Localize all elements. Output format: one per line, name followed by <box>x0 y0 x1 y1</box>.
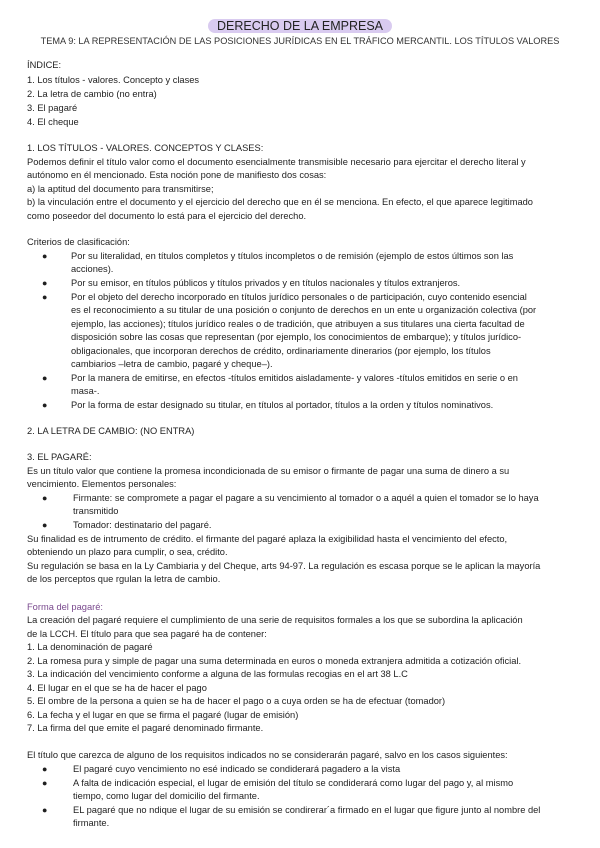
list-item-line: ejemplo, las acciones); títulos jurídico reales o de tradición, que atribuyen a sus titulares una cierta facultad de <box>71 319 525 329</box>
list-item-line: Por la manera de emitirse, en efectos -títulos emitidos aisladamente- y valores -títulos emitidos en serie o en <box>71 373 518 383</box>
list-item-line: Tomador: destinatario del pagaré. <box>73 520 212 530</box>
document-subtitle: TEMA 9: LA REPRESENTACIÓN DE LAS POSICIONES JURÍDICAS EN EL TRÁFICO MERCANTIL. LOS TÍTULOS VALORES <box>40 36 560 46</box>
paragraph-line: a) la aptitud del documento para transmitirse; <box>27 184 214 194</box>
requirement-item: 7. La firma del que emite el pagaré denominado firmante. <box>27 723 264 733</box>
list-item-line: EL pagaré que no ndique el lugar de su emisión se condirerar´a firmado en el lugar que figure junto al nombre del <box>73 805 541 815</box>
list-item-line: masa-. <box>71 386 100 396</box>
paragraph-line: Podemos definir el título valor como el documento esencialmente transmisible necesario para ejercitar el derecho literal y <box>27 157 526 167</box>
list-item-line: cambiarios –letra de cambio, pagaré y cheque–). <box>71 359 273 369</box>
list-item-line: Por la forma de estar designado su titular, en títulos al portador, títulos a la orden y títulos nominativos. <box>71 400 494 410</box>
list-item-line: transmitido <box>73 506 119 516</box>
requirement-item: 6. La fecha y el lugar en que se firma el pagaré (lugar de emisión) <box>27 710 299 720</box>
bullet-icon: ● <box>42 520 48 530</box>
paragraph-line: de la LCCH. El título para que sea pagaré ha de contener: <box>27 629 267 639</box>
paragraph-line: autónomo en él mencionado. Esta noción pone de manifiesto dos cosas: <box>27 170 327 180</box>
title-wrap <box>0 17 600 35</box>
bullet-icon: ● <box>42 778 48 788</box>
list-item-line: firmante. <box>73 818 110 828</box>
list-item-line: disposición sobre las cosas que representan (por ejemplo, los conocimientos de embarque); y títulos jurídico- <box>71 332 522 342</box>
index-item: 4. El cheque <box>27 117 79 127</box>
bullet-icon: ● <box>42 400 48 410</box>
requirement-item: 3. La indicación del vencimiento conforme a alguna de las formulas recogias en el art 38 L.C <box>27 669 408 679</box>
criteria-heading: Criterios de clasificación: <box>27 237 130 247</box>
list-item-line: El pagaré cuyo vencimiento no esé indicado se condiderará pagadero a la vista <box>73 764 401 774</box>
form-heading: Forma del pagaré: <box>27 602 103 612</box>
section3-heading: 3. EL PAGARÉ: <box>27 452 92 462</box>
index-item: 2. La letra de cambio (no entra) <box>27 89 157 99</box>
list-item-line: acciones). <box>71 264 114 274</box>
list-item-line: Por su emisor, en títulos públicos y títulos privados y en títulos nacionales y títulos extranjeros. <box>71 278 461 288</box>
index-item: 3. El pagaré <box>27 103 78 113</box>
document-title: DERECHO DE LA EMPRESA <box>208 19 392 33</box>
list-item-line: A falta de indicación especial, el lugar de emisión del título se condiderará como lugar del pago y, al mismo <box>73 778 514 788</box>
paragraph-line: como poseedor del documento lo está para el ejercicio del derecho. <box>27 211 307 221</box>
requirement-item: 4. El lugar en el que se ha de hacer el pago <box>27 683 207 693</box>
index-item: 1. Los títulos - valores. Concepto y clases <box>27 75 200 85</box>
paragraph-line: de los perceptos que rgulan la letra de cambio. <box>27 574 221 584</box>
requirement-item: 5. El ombre de la persona a quien se ha de hacer el pago o a cuya orden se ha de efectuar (tomador) <box>27 696 446 706</box>
paragraph-line: vencimiento. Elementos personales: <box>27 479 177 489</box>
paragraph-line: Su finalidad es de intrumento de crédito. el firmante del pagaré aplaza la exigibilidad hasta el vencimiento del efecto, <box>27 534 508 544</box>
bullet-icon: ● <box>42 292 48 302</box>
paragraph-line: obteniendo un plazo para cumplir, o sea, crédito. <box>27 547 228 557</box>
requirement-item: 2. La romesa pura y simple de pagar una suma determinada en euros o moneda extranjera admitida a cotización oficial. <box>27 656 522 666</box>
exceptions-intro: El título que carezca de alguno de los requisitos indicados no se considerarán pagaré, salvo en los casos siguientes: <box>27 750 508 760</box>
list-item-line: es el reconocimiento a su titular de una posición o conjunto de derechos en un ente u organización colectiva (por <box>71 305 537 315</box>
list-item-line: Por el objeto del derecho incorporado en títulos jurídico personales o de participación, cuyo contenido esencial <box>71 292 527 302</box>
bullet-icon: ● <box>42 805 48 815</box>
paragraph-line: La creación del pagaré requiere el cumplimiento de una serie de requisitos formales a los que se subordina la aplicación <box>27 615 523 625</box>
bullet-icon: ● <box>42 493 48 503</box>
bullet-icon: ● <box>42 373 48 383</box>
paragraph-line: Su regulación se basa en la Ly Cambiaria y del Cheque, arts 94-97. La regulación es escasa porque se le aplican la mayoría <box>27 561 541 571</box>
index-heading: ÍNDICE: <box>27 60 62 70</box>
list-item-line: obligacionales, que incorporan derechos de crédito, ordinariamente dinerarios (por ejemplo, los títulos <box>71 346 491 356</box>
list-item-line: Por su literalidad, en títulos completos y títulos incompletos o de remisión (ejemplo de estos últimos son las <box>71 251 514 261</box>
list-item-line: Firmante: se compromete a pagar el pagare a su vencimiento al tomador o a aquél a quien el tomador se lo haya <box>73 493 539 503</box>
paragraph-line: b) la vinculación entre el documento y el ejercicio del derecho que en él se menciona. En efecto, el que aparece legitimado <box>27 197 533 207</box>
requirement-item: 1. La denominación de pagaré <box>27 642 153 652</box>
section2-heading: 2. LA LETRA DE CAMBIO: (NO ENTRA) <box>27 426 195 436</box>
bullet-icon: ● <box>42 278 48 288</box>
list-item-line: tiempo, como lugar del domicilio del firmante. <box>73 791 260 801</box>
section1-heading: 1. LOS TÍTULOS - VALORES. CONCEPTOS Y CLASES: <box>27 143 264 153</box>
paragraph-line: Es un título valor que contiene la promesa incondicionada de su emisor o firmante de pagar una suma de dinero a su <box>27 466 510 476</box>
bullet-icon: ● <box>42 251 48 261</box>
bullet-icon: ● <box>42 764 48 774</box>
